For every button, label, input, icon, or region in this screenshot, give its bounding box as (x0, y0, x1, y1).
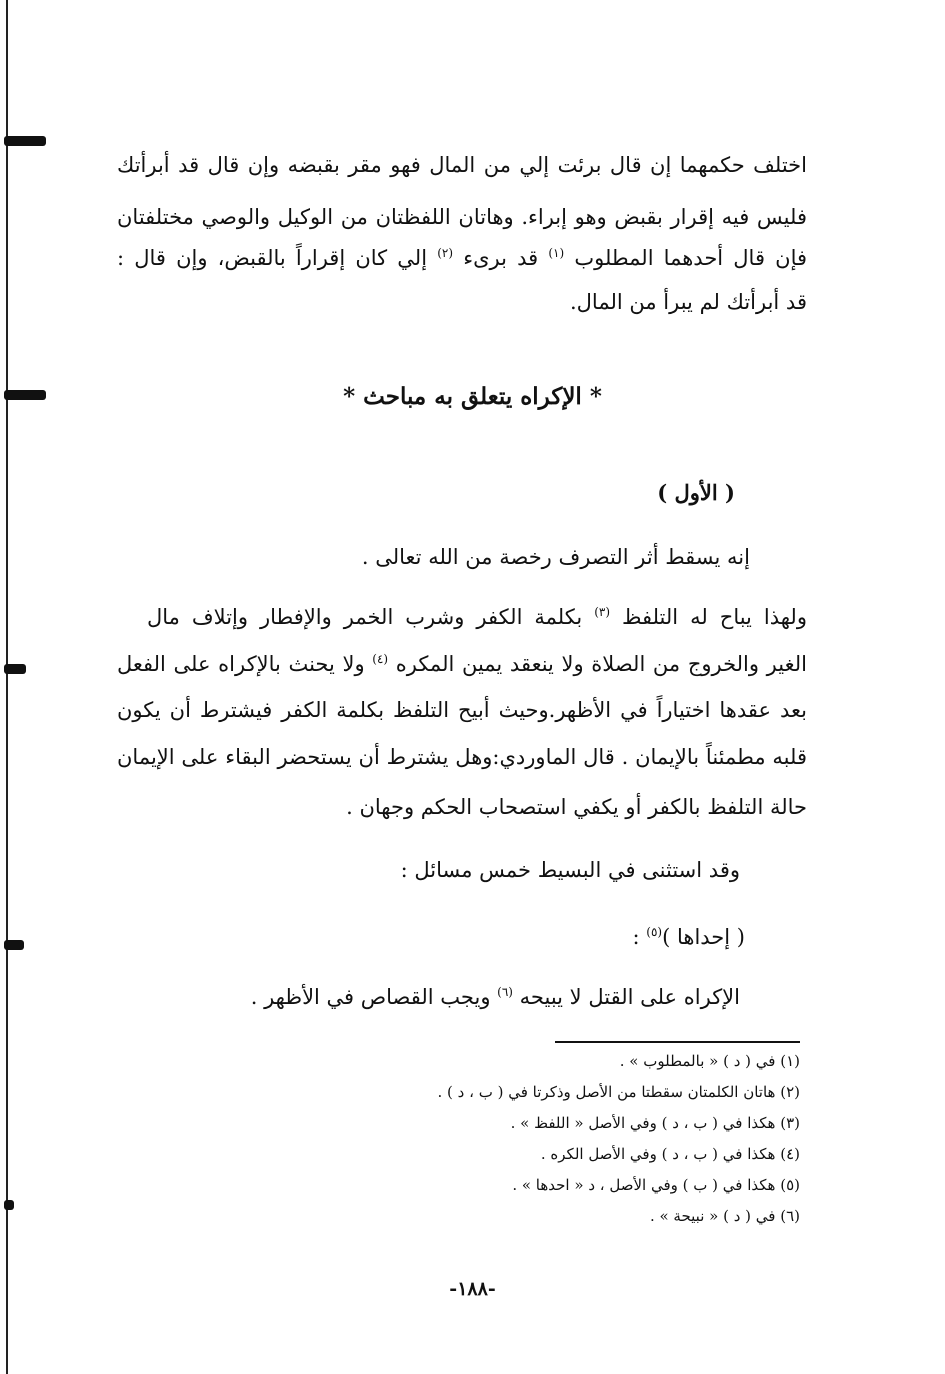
binding-mark (4, 664, 26, 674)
binding-edge-line (6, 0, 8, 1374)
paragraph-line (117, 246, 807, 271)
paragraph-line: إنه يسقط أثر التصرف رخصة من الله تعالى . (361, 545, 750, 569)
paragraph-line: حالة التلفظ بالكفر أو يكفي استصحاب الحكم وجهان . (346, 795, 807, 819)
binding-mark (4, 940, 24, 950)
paragraph-line: بعد عقدها اختياراً في الأظهر.وحيث أبيح التلفظ بكلمة الكفر فيشترط أن يكون (117, 698, 807, 722)
footnote: (١) في ( د ) « بالمطلوب » . (619, 1052, 800, 1070)
subheading: ( الأول ) (657, 480, 735, 505)
paragraph-line (147, 605, 807, 630)
footnote-ref: (٦) (497, 985, 513, 999)
text-fragment: ولا يحنث بالإكراه على الفعل (117, 652, 365, 676)
footnote-ref: (٥) (646, 925, 663, 939)
paragraph-line (251, 985, 740, 1010)
footnote: (٤) هكذا في ( ب ، د ) وفي الأصل الكره . (540, 1145, 800, 1163)
text-fragment: فإن قال أحدهما المطلوب (574, 246, 808, 270)
text-fragment: الإكراه على القتل لا يبيحه (519, 985, 740, 1009)
footnote: (٢) هاتان الكلمتان سقطتا من الأصل وذكرتا في ( ب ، د ) . (437, 1083, 800, 1101)
footnote-ref: (١) (548, 246, 565, 260)
footnote: (٥) هكذا في ( ب ) وفي الأصل ، د « احدها » . (512, 1176, 800, 1194)
paragraph-line: فليس فيه إقرار بقبض وهو إبراء. وهاتان اللفظتان من الوكيل والوصي مختلفتان (117, 205, 807, 229)
footnote-separator (555, 1041, 800, 1043)
paragraph-line: اختلف حكمهما إن قال برئت إلي من المال فهو مقر بقبضه وإن قال قد أبرأتك (117, 153, 807, 177)
text-fragment: ويجب القصاص في الأظهر . (250, 985, 491, 1009)
text-fragment: بكلمة الكفر وشرب الخمر والإفطار وإتلاف مال (147, 605, 583, 629)
paragraph-line: وقد استثنى في البسيط خمس مسائل : (400, 858, 740, 882)
footnote: (٦) في ( د ) « نبيحة » . (649, 1207, 800, 1225)
paragraph-line: قلبه مطمئناً بالإيمان . قال الماوردي:وهل يشترط أن يستحضر البقاء على الإيمان (117, 745, 807, 769)
text-fragment: : (632, 925, 640, 949)
footnote: (٣) هكذا في ( ب ، د ) وفي الأصل « اللفظ » . (510, 1114, 800, 1132)
exception-label-line (633, 925, 745, 950)
text-fragment: الغير والخروج من الصلاة ولا ينعقد يمين المكره (395, 652, 807, 676)
binding-mark (4, 136, 46, 146)
footnote-ref: (٤) (372, 652, 389, 666)
footnote-ref: (٣) (594, 605, 611, 619)
exception-label: ( إحداها ) (662, 925, 745, 949)
binding-mark (4, 1200, 14, 1210)
text-fragment: ولهذا يباح له التلفظ (622, 605, 807, 629)
paragraph-line: قد أبرأتك لم يبرأ من المال. (570, 290, 807, 314)
paragraph-line (117, 652, 807, 677)
text-fragment: إلي كان إقراراً بالقبض، وإن قال : (117, 246, 428, 270)
footnote-ref: (٢) (437, 246, 454, 260)
section-heading: * الإكراه يتعلق به مباحث * (343, 383, 602, 410)
page-number: -١٨٨- (449, 1278, 496, 1300)
text-fragment: قد برىء (463, 246, 539, 270)
